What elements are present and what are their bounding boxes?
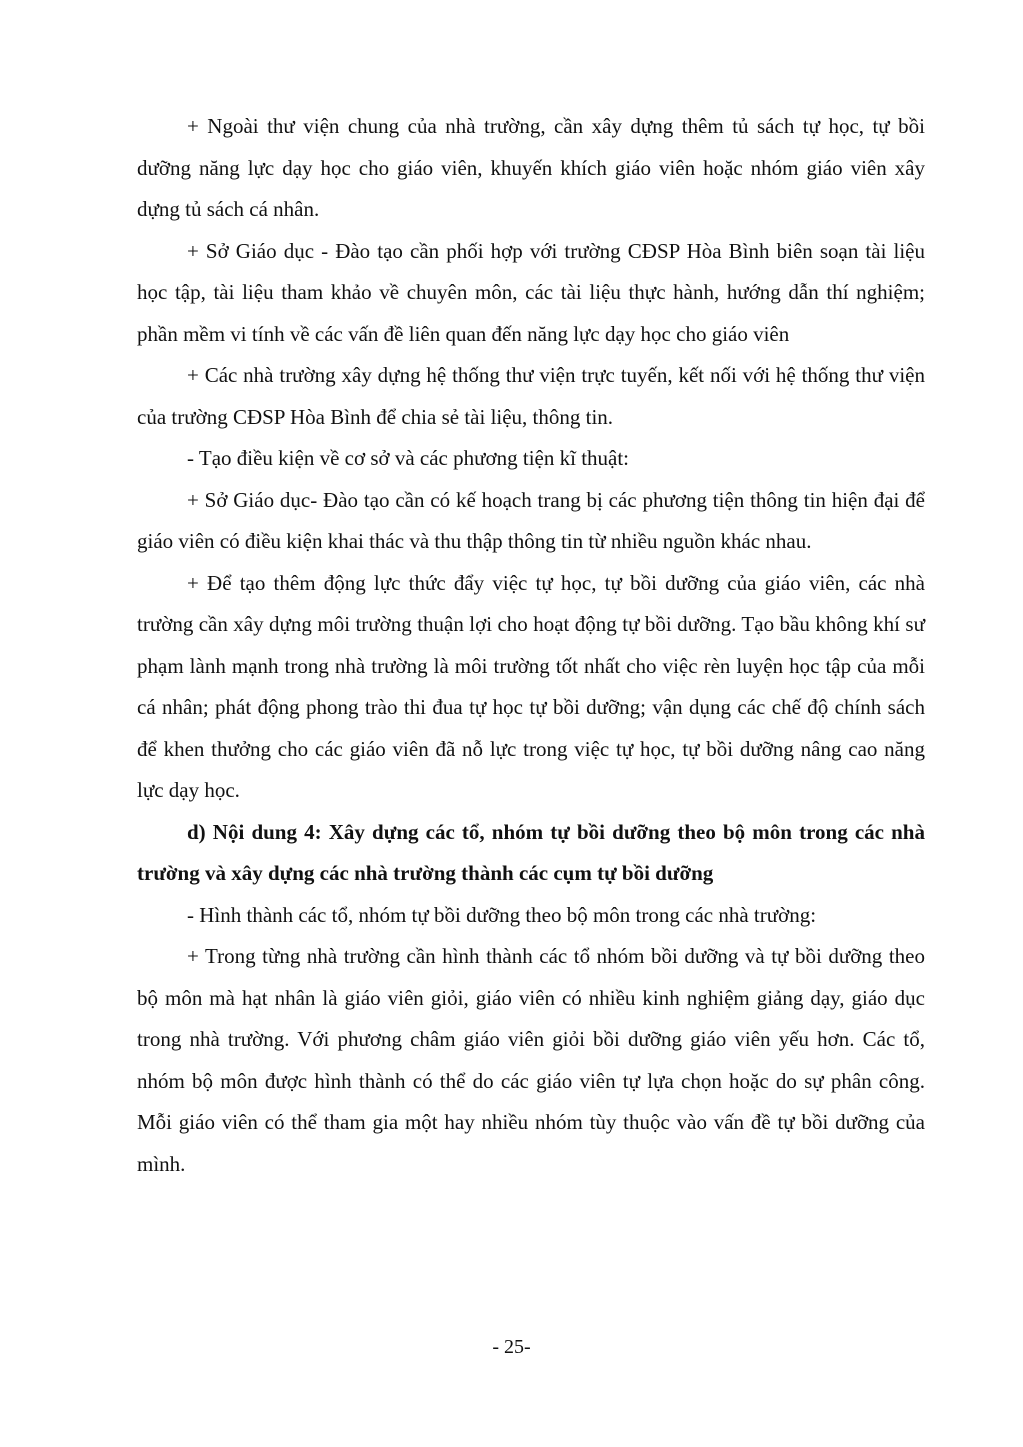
page-number: - 25- [492, 1336, 531, 1358]
paragraph-subject-groups: + Trong từng nhà trường cần hình thành các tổ nhóm bồi dưỡng và tự bồi dưỡng theo bộ môn mà hạt nhân là giáo viên giỏi, giáo viên có nhiều kinh nghiệm giảng dạy, giáo dục trong nhà trường. Với phương châm giáo viên giỏi bồi dưỡng giáo viên yếu hơn. Các tổ, nhóm bộ môn được hình thành có thể do các giáo viên tự lựa chọn hoặc do sự phân công. Mỗi giáo viên có thể tham gia một hay nhiều nhóm tùy thuộc vào vấn đề tự bồi dưỡng của mình. [137, 944, 925, 1176]
document-body [137, 106, 925, 1185]
paragraph-form-groups: - Hình thành các tổ, nhóm tự bồi dưỡng theo bộ môn trong các nhà trường: [187, 902, 817, 927]
paragraph-materials: + Sở Giáo dục - Đào tạo cần phối hợp với trường CĐSP Hòa Bình biên soạn tài liệu học tập, tài liệu tham khảo về chuyên môn, các tài liệu thực hành, hướng dẫn thí nghiệm; phần mềm vi tính về các vấn đề liên quan đến năng lực dạy học cho giáo viên [137, 238, 925, 346]
section-heading: d) Nội dung 4: Xây dựng các tổ, nhóm tự bồi dưỡng theo bộ môn trong các nhà trường và xây dựng các nhà trường thành các cụm tự bồi dưỡng [137, 819, 925, 885]
paragraph-bookshelf: + Ngoài thư viện chung của nhà trường, cần xây dựng thêm tủ sách tự học, tự bồi dưỡng năng lực dạy học cho giáo viên, khuyến khích giáo viên hoặc nhóm giáo viên xây dựng tủ sách cá nhân. [137, 114, 925, 221]
paragraph-motivation: + Để tạo thêm động lực thức đẩy việc tự học, tự bồi dưỡng của giáo viên, các nhà trường cần xây dựng môi trường thuận lợi cho hoạt động tự bồi dưỡng. Tạo bầu không khí sư phạm lành mạnh trong nhà trường là môi trường tốt nhất cho việc rèn luyện học tập của mỗi cá nhân; phát động phong trào thi đua tự học tự bồi dưỡng; vận dụng các chế độ chính sách để khen thưởng cho các giáo viên đã nỗ lực trong việc tự học, tự bồi dưỡng nâng cao năng lực dạy học. [137, 570, 925, 802]
paragraph-online-library: + Các nhà trường xây dựng hệ thống thư viện trực tuyến, kết nối với hệ thống thư viện của trường CĐSP Hòa Bình để chia sẻ tài liệu, thông tin. [137, 363, 925, 429]
paragraph-equipment-plan: + Sở Giáo dục- Đào tạo cần có kế hoạch trang bị các phương tiện thông tin hiện đại để giáo viên có điều kiện khai thác và thu thập thông tin từ nhiều nguồn khác nhau. [137, 487, 925, 553]
paragraph-facilities: - Tạo điều kiện về cơ sở và các phương tiện kĩ thuật: [187, 446, 630, 470]
